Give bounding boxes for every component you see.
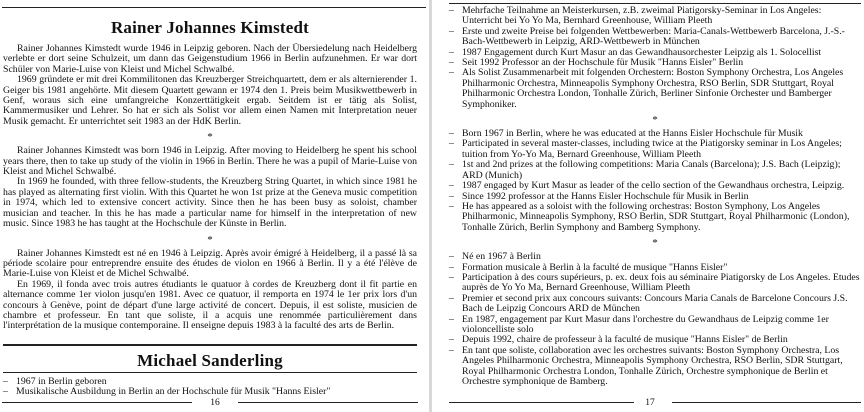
list-item: – En 1987, engagement par Kurt Masur dans l'orchestre du Gewandhaus de Leipzig comme 1er violoncelliste solo — [449, 315, 861, 336]
artist-title-sanderling: Michael Sanderling — [137, 351, 283, 370]
paragraph: Rainer Johannes Kimstedt est né en 1946 à Leipzig. Après avoir émigré à Heidelberg, il a passé là sa période scolaire pour entreprendre ensuite des études de violon en 1966 à Berlin. Il y a été l'élève de Marie-Luise von Kleist et de Michel Schwalbé. — [3, 247, 417, 280]
list-item: – Formation musicale à Berlin à la faculté de musique "Hanns Eisler" — [449, 263, 861, 273]
list-item: – Participated in several master-classes, including twice at the Piatigorsky seminar in Los Angeles; tuition from Yo-Yo Ma, Bernard Greenhouse, William Pleeth — [449, 139, 861, 160]
page-footer — [0, 397, 432, 409]
list-item: – Depuis 1992, chaire de professeur à la faculté de musique "Hanns Eisler" de Berlin — [449, 335, 861, 345]
page-footer — [432, 397, 864, 409]
page-number: 16 — [210, 398, 220, 408]
bio-list-english — [449, 129, 861, 233]
section-rule — [3, 372, 417, 373]
list-item: – En tant que soliste, collaboration avec les orchestres suivants: Boston Symphony Orchestra, Los Angeles Philharmonic Orchestra, Minneapolis Symphony Orchestra, RSO Berlin, SDR Stuttgart, Royal Philharmonic Orchestra London, Tonhalle Zürich, Orchestre symphonique de Berlin et Orchestre symphonique de Bamberg. — [449, 346, 861, 388]
list-item: – Mehrfache Teilnahme an Meisterkursen, z.B. zweimal Piatigorsky-Seminar in Los Angeles: Unterricht bei Yo Yo Ma, Bernhard Greenhouse, William Pleeth — [449, 6, 861, 27]
paragraph: Rainer Johannes Kimstedt wurde 1946 in Leipzig geboren. Nach der Übersiedelung nach Heidelberg verlebte er dort seine Schulzeit, um dann das Geigenstudium 1966 in Berlin aufzunehmen. Er war dort Schüler von Marie-Luise von Kleist und Michel Schwalbé. — [3, 43, 417, 75]
separator-star: * — [207, 131, 213, 144]
top-rule — [2, 7, 426, 8]
list-item: – Musikalische Ausbildung in Berlin an der Hochschule für Musik "Hanns Eisler" — [3, 387, 417, 397]
list-item: – 1987 engaged by Kurt Masur as leader of the cello section of the Gewandhaus orchestra, Leipzig. — [449, 181, 861, 191]
footer-rule — [449, 402, 634, 403]
right-page — [432, 0, 864, 412]
list-item: – He has appeared as a soloist with the following orchestras: Boston Symphony, Los Angeles Philharmonic, Minneapolis Symphony, RSO Berlin, SDR Stuttgart, Royal Philharmonic (London), Tonhalle Zürich, Berlin Symphony and Bamberg Symphony. — [449, 202, 861, 233]
list-item: – Erste und zweite Preise bei folgenden Wettbewerben: Maria-Canals-Wettbewerb Barcelona, J.-S.-Bach-Wettbewerb in Leipzig, ARD-Wettbewerb in München — [449, 27, 861, 48]
section-rule — [3, 344, 417, 346]
bio-german — [3, 44, 417, 332]
list-item: – Premier et second prix aux concours suivants: Concours Maria Canals de Barcelone Concours J.S. Bach de Leipzig Concours ARD de München — [449, 294, 861, 315]
paragraph: Rainer Johannes Kimstedt was born 1946 in Leipzig. After moving to Heidelberg he spent his school years there, then to take up study of the violin in 1966 in Berlin. There he was a pupil of Marie-Luise von Kleist and Michel Schwalbé. — [3, 145, 417, 178]
page-number: 17 — [645, 398, 655, 408]
separator-star: * — [207, 233, 213, 246]
list-item: – Since 1992 professor at the Hanns Eisler Hochschule für Musik in Berlin — [449, 192, 861, 202]
footer-rule — [238, 402, 418, 403]
bio-lists — [449, 6, 861, 387]
list-item: – Seit 1992 Professor an der Hochschule für Musik "Hanns Eisler" Berlin — [449, 58, 861, 68]
list-item: – Participation à des cours supérieurs, p. ex. deux fois au séminaire Piatigorsky de Los Angeles. Etudes auprès de Yo Yo Ma, Bernard Greenhouse, William Pleeth — [449, 273, 861, 294]
sanderling-list-start — [3, 377, 417, 398]
top-rule — [449, 3, 861, 4]
paragraph: 1969 gründete er mit drei Kommilitonen das Kreuzberger Streichquartett, dem er als alternierender 1. Geiger bis 1981 angehörte. Mit diesem Quartett gewann er 1974 den 1. Preis beim Musikwettbewerb in Genf, woraus sich eine umfangreiche Konzerttätigkeit ergab. Seitdem ist er tätig als Solist, Kammermusiker und Lehrer. So hat er sich als Solist vor allem einen Namen mit Interpretation neuer Musik gemacht. Er unterrichtet seit 1983 an der HdK Berlin. — [3, 74, 417, 127]
list-item: – Als Solist Zusammenarbeit mit folgenden Orchestern: Boston Symphony Orchestra, Los Angeles Philharmonic Orchestra, Minneapolis Symphony Orchestra, RSO Berlin, SDR Stuttgart, Royal Philharmonic Orchestra London, Tonhalle Zürich, Berliner Sinfonie Orchester und Bamberger Symphoniker. — [449, 68, 861, 110]
separator-star: * — [652, 237, 658, 250]
paragraph: En 1969, il fonda avec trois autres étudiants le quatuor à cordes de Kreuzberg dont il fit partie en alternance comme 1er violon jusqu'en 1981. Avec ce quatuor, il remporta en 1974 le 1er prix lors d'un concours à Genève, point de départ d'une large activité de concert. Depuis, il est soliste, musicien de chambre et professeur. En tant que soliste, il a acquis une renommée particulièrement dans l'interprétation de la musique contemporaine. Il enseigne depuis 1983 à la faculté des arts de Berlin. — [3, 278, 417, 332]
list-item: – 1967 in Berlin geboren — [3, 377, 417, 387]
artist-title-kimstedt: Rainer Johannes Kimstedt — [110, 18, 310, 37]
list-item: – Né en 1967 à Berlin — [449, 252, 861, 262]
separator-star: * — [652, 114, 658, 127]
list-item: – Born 1967 in Berlin, where he was educated at the Hanns Eisler Hochschule für Musik — [449, 129, 861, 139]
footer-rule — [2, 402, 192, 403]
bio-list — [3, 377, 417, 398]
bio-list-french — [449, 252, 861, 387]
bio-list-german — [449, 6, 861, 110]
list-item: – 1st and 2nd prizes at the following competitions: Maria Canals (Barcelona); J.S. Bach (Leipzig); ARD (Munich) — [449, 160, 861, 181]
list-item: – 1987 Engagement durch Kurt Masur an das Gewandhausorchester Leipzig als 1. Solocellist — [449, 48, 861, 58]
paragraph: In 1969 he founded, with three fellow-students, the Kreuzberg String Quartet, in which since 1981 he has played as alternating first violin. With this Quartet he won 1st prize at the Geneva music competition in 1974, which led to extensive concert activity. Since then he has been busy as soloist, chamber musician and teacher. In this he has made a particular name for himself in the interpretation of new music. Since 1983 he has taught at the Hochschule der Künste in Berlin. — [3, 176, 417, 230]
footer-rule — [672, 402, 861, 403]
